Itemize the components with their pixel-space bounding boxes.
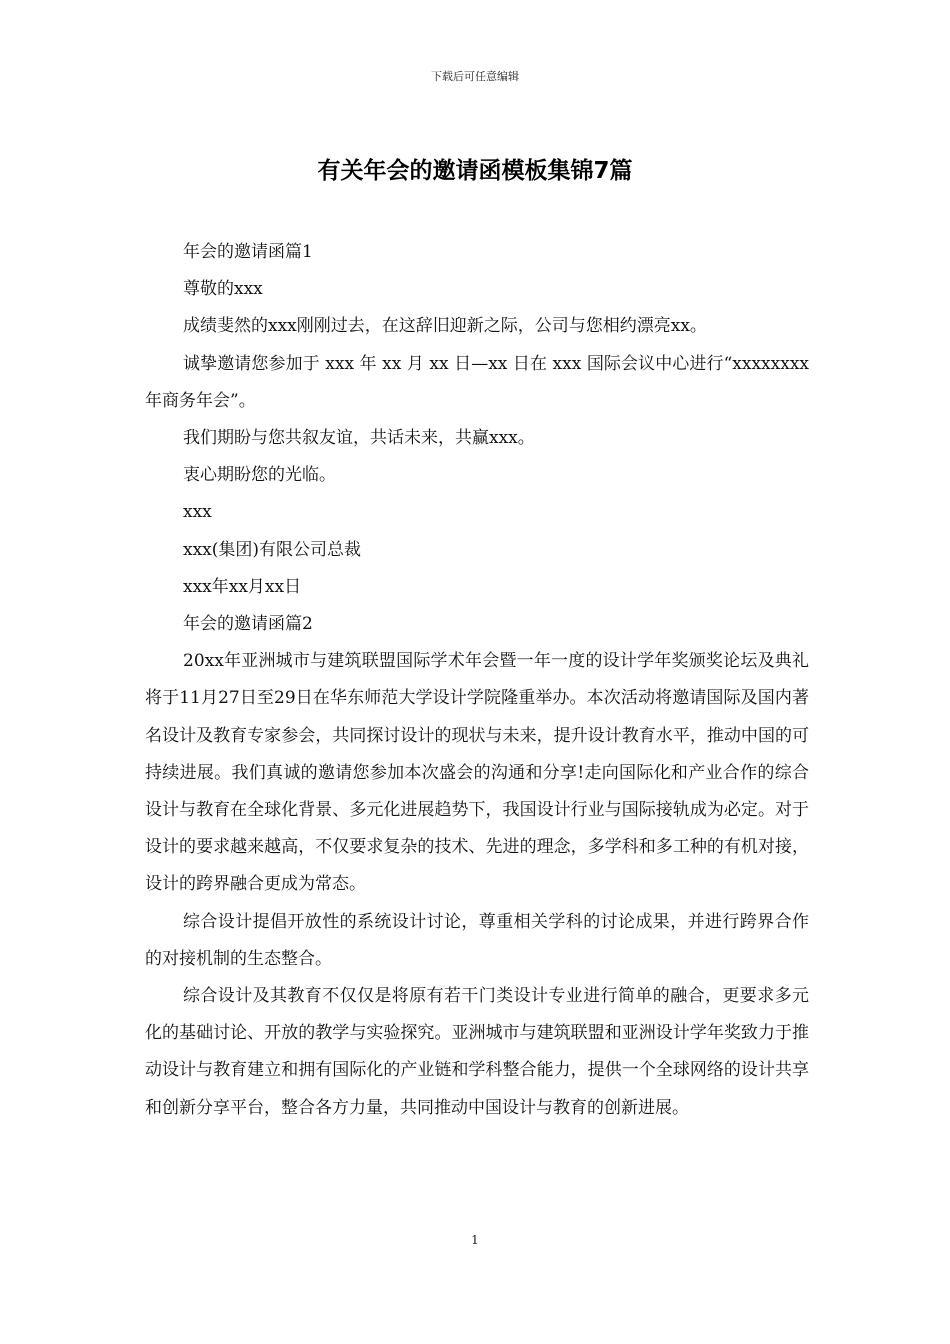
section-heading-2: 年会的邀请函篇2 <box>183 614 313 635</box>
paragraph: 20xx年亚洲城市与建筑联盟国际学术年会暨一年一度的设计学年奖颁奖论坛及典礼将于11月27日至29日在华东师范大学设计学院隆重举办。本次活动将邀请国际及国内著名设计及教育专家参会，共同探讨设计的现状与未来，提升设计教育水平，推动中国的可持续进展。我们真诚的邀请您参加本次盛会的沟通和分享!走向国际化和产业合作的综合设计与教育在全球化背景、多元化进展趋势下，我国设计行业与国际接轨成为必定。对于设计的要求越来越高，不仅要求复杂的技术、先进的理念，多学科和多工种的有机对接，设计的跨界融合更成为常态。 <box>145 651 809 895</box>
section-heading-1: 年会的邀请函篇1 <box>183 242 313 262</box>
signature-date: xxx年xx月xx日 <box>183 576 302 597</box>
document-title: 有关年会的邀请函模板集锦7篇 <box>317 158 633 184</box>
document-body <box>145 234 809 1127</box>
signature-title: xxx(集团)有限公司总裁 <box>183 539 362 560</box>
paragraph: 综合设计及其教育不仅仅是将原有若干门类设计专业进行简单的融合，更要求多元化的基础讨论、开放的教学与实验探究。亚洲城市与建筑联盟和亚洲设计学年奖致力于推动设计与教育建立和拥有国际化的产业链和学科整合能力，提供一个全球网络的设计共享和创新分享平台，整合各方力量，共同推动中国设计与教育的创新进展。 <box>145 986 809 1118</box>
salutation: 尊敬的xxx <box>183 279 263 300</box>
paragraph: 综合设计提倡开放性的系统设计讨论，尊重相关学科的讨论成果，并进行跨界合作的对接机制的生态整合。 <box>145 911 809 969</box>
paragraph: 我们期盼与您共叙友谊，共话未来，共赢xxx。 <box>183 428 535 449</box>
paragraph: 衷心期盼您的光临。 <box>183 465 336 486</box>
paragraph: 成绩斐然的xxx刚刚过去，在这辞旧迎新之际，公司与您相约漂亮xx。 <box>183 316 707 337</box>
page-header-note: 下载后可任意编辑 <box>431 70 519 83</box>
signature-name: xxx <box>183 502 212 523</box>
page-number: 1 <box>471 1233 479 1247</box>
paragraph: 诚挚邀请您参加于 xxx 年 xx 月 xx 日—xx 日在 xxx 国际会议中心进行“xxxxxxxx年商务年会”。 <box>145 353 809 411</box>
